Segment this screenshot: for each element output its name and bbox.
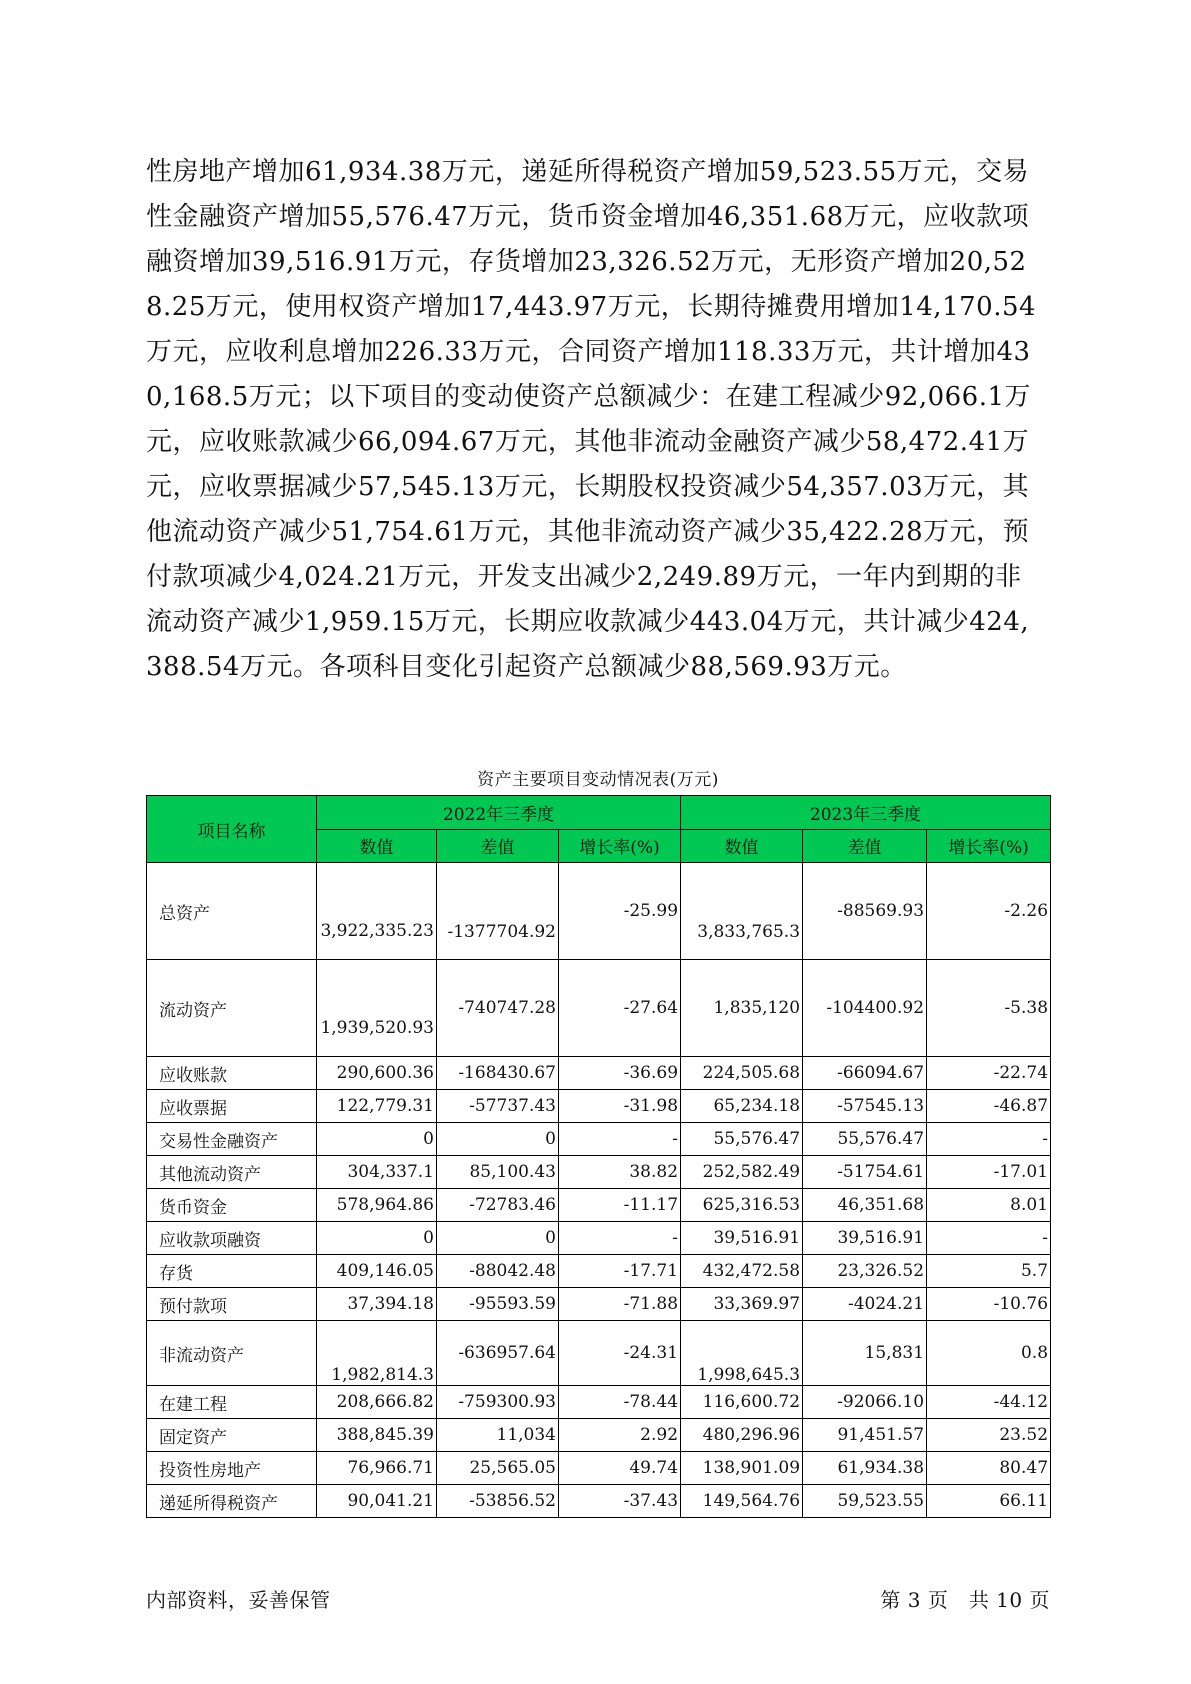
row-name: 非流动资产 xyxy=(147,1321,317,1386)
cell-rate-2023: -2.26 xyxy=(927,863,1051,960)
cell-rate-2023: 5.7 xyxy=(927,1255,1051,1288)
table-row xyxy=(147,1321,1051,1386)
row-name: 其他流动资产 xyxy=(147,1156,317,1189)
cell-rate-2023: -5.38 xyxy=(927,960,1051,1057)
cell-rate-2023: - xyxy=(927,1222,1051,1255)
cell-rate-2022: 2.92 xyxy=(559,1419,681,1452)
cell-value-2022: 290,600.36 xyxy=(317,1057,437,1090)
cell-value-2022: 90,041.21 xyxy=(317,1485,437,1518)
cell-value-2023: 116,600.72 xyxy=(681,1386,803,1419)
subheader-diff-2022: 差值 xyxy=(437,829,559,863)
cell-rate-2023: 0.8 xyxy=(927,1321,1051,1386)
cell-value-2023: 224,505.68 xyxy=(681,1057,803,1090)
table-row xyxy=(147,1452,1051,1485)
footer-confidential-note: 内部资料，妥善保管 xyxy=(146,1588,331,1612)
cell-diff-2023: -66094.67 xyxy=(803,1057,927,1090)
cell-diff-2023: -88569.93 xyxy=(803,863,927,960)
table-row xyxy=(147,1057,1051,1090)
row-name: 总资产 xyxy=(147,863,317,960)
cell-diff-2022: -759300.93 xyxy=(437,1386,559,1419)
cell-value-2022: 76,966.71 xyxy=(317,1452,437,1485)
table-row xyxy=(147,960,1051,1057)
footer-page-number: 第 3 页 共 10 页 xyxy=(880,1588,1050,1612)
table-row xyxy=(147,1419,1051,1452)
cell-diff-2023: 61,934.38 xyxy=(803,1452,927,1485)
cell-diff-2023: -92066.10 xyxy=(803,1386,927,1419)
cell-value-2022: 208,666.82 xyxy=(317,1386,437,1419)
table-row xyxy=(147,1090,1051,1123)
cell-diff-2022: 11,034 xyxy=(437,1419,559,1452)
cell-diff-2022: -88042.48 xyxy=(437,1255,559,1288)
cell-diff-2022: -95593.59 xyxy=(437,1288,559,1321)
cell-diff-2022: 0 xyxy=(437,1222,559,1255)
cell-diff-2023: -51754.61 xyxy=(803,1156,927,1189)
cell-diff-2022: 85,100.43 xyxy=(437,1156,559,1189)
row-name: 递延所得税资产 xyxy=(147,1485,317,1518)
subheader-value-2022: 数值 xyxy=(317,829,437,863)
assets-change-table xyxy=(146,795,1051,1518)
table-row xyxy=(147,863,1051,960)
cell-value-2022: 388,845.39 xyxy=(317,1419,437,1452)
cell-diff-2022: -636957.64 xyxy=(437,1321,559,1386)
cell-value-2023: 480,296.96 xyxy=(681,1419,803,1452)
cell-rate-2023: -22.74 xyxy=(927,1057,1051,1090)
subheader-diff-2023: 差值 xyxy=(803,829,927,863)
row-name: 交易性金融资产 xyxy=(147,1123,317,1156)
cell-rate-2022: -37.43 xyxy=(559,1485,681,1518)
cell-diff-2022: -57737.43 xyxy=(437,1090,559,1123)
cell-value-2023: 39,516.91 xyxy=(681,1222,803,1255)
cell-rate-2022: -24.31 xyxy=(559,1321,681,1386)
cell-value-2023: 625,316.53 xyxy=(681,1189,803,1222)
cell-rate-2023: 23.52 xyxy=(927,1419,1051,1452)
cell-diff-2022: 0 xyxy=(437,1123,559,1156)
cell-value-2023: 138,901.09 xyxy=(681,1452,803,1485)
row-name: 应收账款 xyxy=(147,1057,317,1090)
table-row xyxy=(147,1288,1051,1321)
row-name: 流动资产 xyxy=(147,960,317,1057)
cell-diff-2022: -72783.46 xyxy=(437,1189,559,1222)
cell-diff-2023: 55,576.47 xyxy=(803,1123,927,1156)
cell-rate-2023: - xyxy=(927,1123,1051,1156)
cell-diff-2023: -4024.21 xyxy=(803,1288,927,1321)
cell-rate-2022: 49.74 xyxy=(559,1452,681,1485)
cell-diff-2022: -1377704.92 xyxy=(437,863,559,960)
cell-diff-2023: 23,326.52 xyxy=(803,1255,927,1288)
cell-rate-2022: -17.71 xyxy=(559,1255,681,1288)
cell-value-2022: 304,337.1 xyxy=(317,1156,437,1189)
row-name: 预付款项 xyxy=(147,1288,317,1321)
table-caption: 资产主要项目变动情况表(万元) xyxy=(477,770,719,790)
cell-value-2022: 0 xyxy=(317,1222,437,1255)
cell-diff-2023: -104400.92 xyxy=(803,960,927,1057)
subheader-value-2023: 数值 xyxy=(681,829,803,863)
cell-value-2023: 33,369.97 xyxy=(681,1288,803,1321)
cell-rate-2022: -78.44 xyxy=(559,1386,681,1419)
cell-value-2023: 252,582.49 xyxy=(681,1156,803,1189)
cell-value-2022: 578,964.86 xyxy=(317,1189,437,1222)
cell-value-2023: 65,234.18 xyxy=(681,1090,803,1123)
cell-rate-2022: -11.17 xyxy=(559,1189,681,1222)
cell-rate-2022: - xyxy=(559,1222,681,1255)
cell-rate-2022: -31.98 xyxy=(559,1090,681,1123)
cell-diff-2023: 15,831 xyxy=(803,1321,927,1386)
cell-rate-2023: -10.76 xyxy=(927,1288,1051,1321)
cell-rate-2022: -36.69 xyxy=(559,1057,681,1090)
cell-diff-2022: 25,565.05 xyxy=(437,1452,559,1485)
cell-rate-2023: -17.01 xyxy=(927,1156,1051,1189)
cell-rate-2022: -71.88 xyxy=(559,1288,681,1321)
cell-value-2023: 1,835,120 xyxy=(681,960,803,1057)
body-paragraph: 性房地产增加61,934.38万元，递延所得税资产增加59,523.55万元，交易性金融资产增加55,576.47万元，货币资金增加46,351.68万元，应收款项融资增加39,516.91万元，存货增加23,326.52万元，无形资产增加20,528.25万元，使用权资产增加17,443.97万元，长期待摊费用增加14,170.54万元，应收利息增加226.33万元，合同资产增加118.33万元，共计增加430,168.5万元；以下项目的变动使资产总额减少：在建工程减少92,066.1万元，应收账款减少66,094.67万元，其他非流动金融资产减少58,472.41万元，应收票据减少57,545.13万元，长期股权投资减少54,357.03万元，其他流动资产减少51,754.61万元，其他非流动资产减少35,422.28万元，预付款项减少4,024.21万元，开发支出减少2,249.89万元，一年内到期的非流动资产减少1,959.15万元，长期应收款减少443.04万元，共计减少424,388.54万元。各项科目变化引起资产总额减少88,569.93万元。 xyxy=(146,157,1037,682)
cell-value-2022: 1,939,520.93 xyxy=(317,960,437,1057)
cell-rate-2023: 66.11 xyxy=(927,1485,1051,1518)
header-item-name: 项目名称 xyxy=(147,796,317,863)
table-row xyxy=(147,1386,1051,1419)
header-period-2022: 2022年三季度 xyxy=(317,796,681,830)
cell-value-2022: 122,779.31 xyxy=(317,1090,437,1123)
cell-value-2022: 3,922,335.23 xyxy=(317,863,437,960)
cell-diff-2023: 91,451.57 xyxy=(803,1419,927,1452)
table-row xyxy=(147,1255,1051,1288)
cell-rate-2023: -44.12 xyxy=(927,1386,1051,1419)
cell-rate-2023: 80.47 xyxy=(927,1452,1051,1485)
cell-rate-2022: 38.82 xyxy=(559,1156,681,1189)
cell-diff-2022: -168430.67 xyxy=(437,1057,559,1090)
cell-value-2022: 0 xyxy=(317,1123,437,1156)
subheader-rate-2022: 增长率(%) xyxy=(559,829,681,863)
cell-value-2023: 432,472.58 xyxy=(681,1255,803,1288)
cell-value-2023: 1,998,645.3 xyxy=(681,1321,803,1386)
row-name: 货币资金 xyxy=(147,1189,317,1222)
cell-diff-2022: -740747.28 xyxy=(437,960,559,1057)
table-row xyxy=(147,1123,1051,1156)
cell-diff-2023: 46,351.68 xyxy=(803,1189,927,1222)
cell-diff-2023: 59,523.55 xyxy=(803,1485,927,1518)
table-row xyxy=(147,1222,1051,1255)
cell-value-2022: 37,394.18 xyxy=(317,1288,437,1321)
cell-diff-2023: 39,516.91 xyxy=(803,1222,927,1255)
row-name: 应收票据 xyxy=(147,1090,317,1123)
row-name: 应收款项融资 xyxy=(147,1222,317,1255)
cell-value-2023: 55,576.47 xyxy=(681,1123,803,1156)
cell-value-2023: 3,833,765.3 xyxy=(681,863,803,960)
cell-value-2023: 149,564.76 xyxy=(681,1485,803,1518)
table-row xyxy=(147,1189,1051,1222)
cell-value-2022: 409,146.05 xyxy=(317,1255,437,1288)
header-period-2023: 2023年三季度 xyxy=(681,796,1051,830)
cell-diff-2022: -53856.52 xyxy=(437,1485,559,1518)
cell-rate-2023: -46.87 xyxy=(927,1090,1051,1123)
row-name: 存货 xyxy=(147,1255,317,1288)
cell-diff-2023: -57545.13 xyxy=(803,1090,927,1123)
row-name: 固定资产 xyxy=(147,1419,317,1452)
cell-rate-2022: -25.99 xyxy=(559,863,681,960)
cell-rate-2022: - xyxy=(559,1123,681,1156)
table-row xyxy=(147,1485,1051,1518)
table-row xyxy=(147,1156,1051,1189)
cell-value-2022: 1,982,814.3 xyxy=(317,1321,437,1386)
cell-rate-2023: 8.01 xyxy=(927,1189,1051,1222)
row-name: 在建工程 xyxy=(147,1386,317,1419)
cell-rate-2022: -27.64 xyxy=(559,960,681,1057)
row-name: 投资性房地产 xyxy=(147,1452,317,1485)
subheader-rate-2023: 增长率(%) xyxy=(927,829,1051,863)
